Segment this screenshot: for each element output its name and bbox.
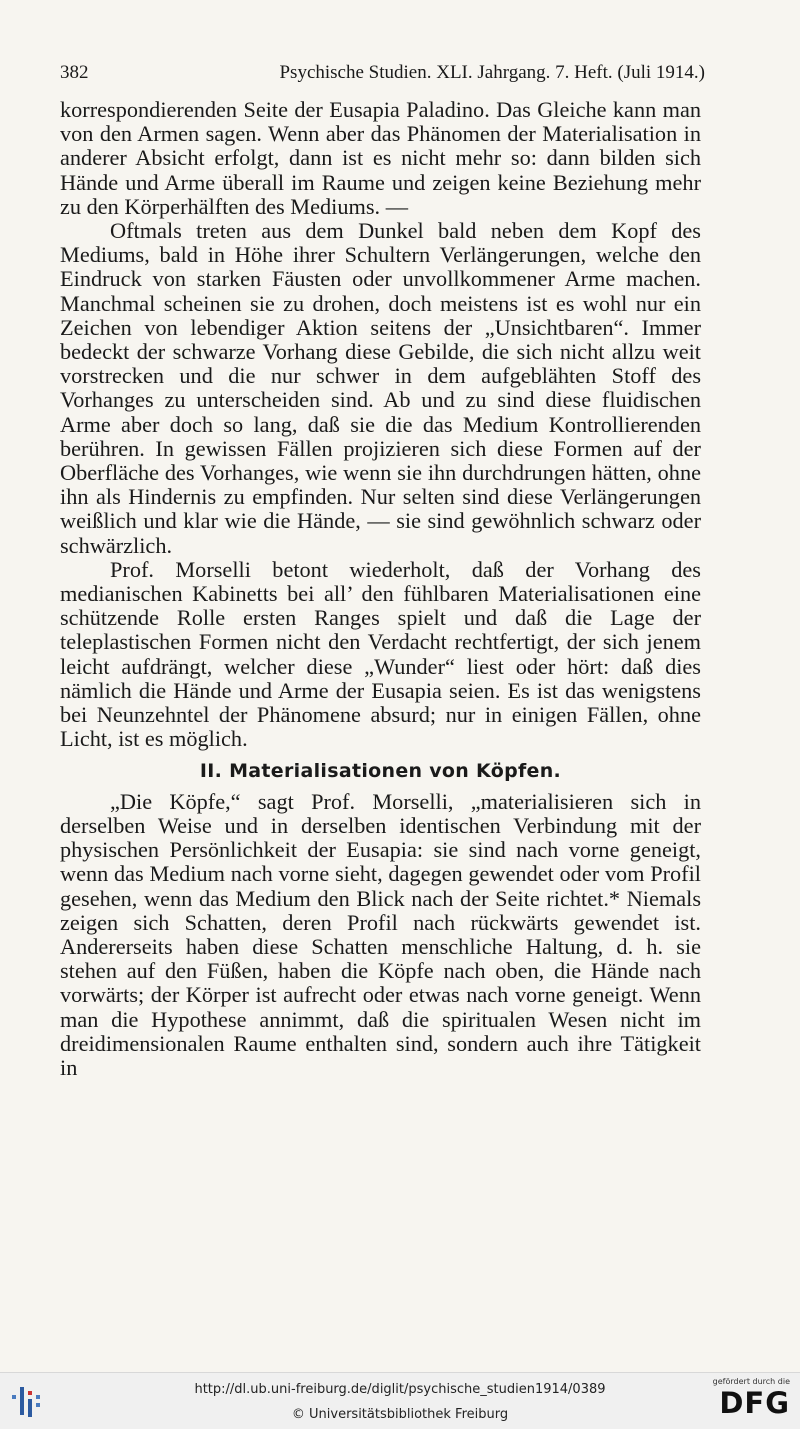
paragraph: korrespondierenden Seite der Eusapia Paladino. Das Gleiche kann man von den Armen sagen. Wenn aber das Phänomen der Materialisation in anderer Absicht erfolgt, dann ist es nicht mehr so: dann bilden sich Hände und Arme überall im Raume und zeigen keine Beziehung mehr zu den Körperhälften des Mediums. —	[60, 97, 701, 219]
dfg-logo	[698, 1377, 790, 1425]
paragraph: Prof. Morselli betont wiederholt, daß der Vorhang des medianischen Kabinetts bei all’ den fühlbaren Materialisationen eine schützende Rolle ersten Ranges spielt und daß die Lage der teleplastischen Formen nicht den Verdacht rechtfertigt, der sich jenem leicht aufdrängt, welcher diese „Wunder“ liest oder hört: daß dies nämlich die Hände und Arme der Eusapia seien. Es ist das wenigstens bei Neunzehntel der Phänomene absurd; nur in einigen Fällen, ohne Licht, ist es möglich.	[60, 556, 701, 752]
paragraph: Oftmals treten aus dem Dunkel bald neben dem Kopf des Mediums, bald in Höhe ihrer Schultern Verlängerungen, welche den Eindruck von starken Fäusten oder unvollkommener Arme machen. Manchmal scheinen sie zu drohen, doch meistens ist es wohl nur ein Zeichen von lebendiger Aktion seitens der „Unsichtbaren“. Immer bedeckt der schwarze Vorhang diese Gebilde, die sich nicht allzu weit vorstrecken und die nur schwer in dem aufgeblähten Stoff des Vorhanges zu unterscheiden sind. Ab und zu sind diese fluidischen Arme aber doch so lang, daß sie die das Medium Kontrollierenden berühren. In gewissen Fällen projizieren sich diese Formen auf der Oberfläche des Vorhanges, wie wenn sie ihn durchdrungen hätten, ohne ihn als Hindernis zu empfinden. Nur selten sind diese Verlängerungen weißlich und klar wie die Hände, — sie sind gewöhnlich schwarz oder schwärzlich.	[60, 218, 701, 558]
running-header	[60, 62, 705, 84]
page-number: 382	[60, 62, 89, 83]
section-heading: II. Materialisationen von Köpfen.	[199, 760, 562, 783]
body-text	[60, 98, 701, 1080]
running-title: Psychische Studien. XLI. Jahrgang. 7. Heft. (Juli 1914.)	[279, 62, 705, 83]
permalink-link[interactable]: http://dl.ub.uni-freiburg.de/diglit/psychische_studien1914/0389	[194, 1382, 606, 1397]
dfg-tagline: gefördert durch die	[712, 1377, 790, 1386]
copyright-notice: © Universitätsbibliothek Freiburg	[291, 1407, 509, 1422]
viewer-footer	[0, 1372, 800, 1429]
dfg-logo-text: DFG	[719, 1386, 790, 1420]
paragraph: „Die Köpfe,“ sagt Prof. Morselli, „materialisieren sich in derselben Weise und in derselben identischen Verbindung mit der physischen Persönlichkeit der Eusapia: sie sind nach vorne geneigt, wenn das Medium nach vorne sieht, dagegen gewendet oder vom Profil gesehen, wenn das Medium den Blick nach der Seite richtet.* Niemals zeigen sich Schatten, deren Profil nach rückwärts gewendet ist. Andererseits haben diese Schatten menschliche Haltung, d. h. sie stehen auf den Füßen, haben die Köpfe nach oben, die Hände nach vorwärts; der Körper ist aufrecht oder etwas nach vorne geneigt. Wenn man die Hypothese annimmt, daß die spiritualen Wesen nicht im dreidimensionalen Raume enthalten sind, sondern auch ihre Tätigkeit in	[60, 788, 701, 1080]
